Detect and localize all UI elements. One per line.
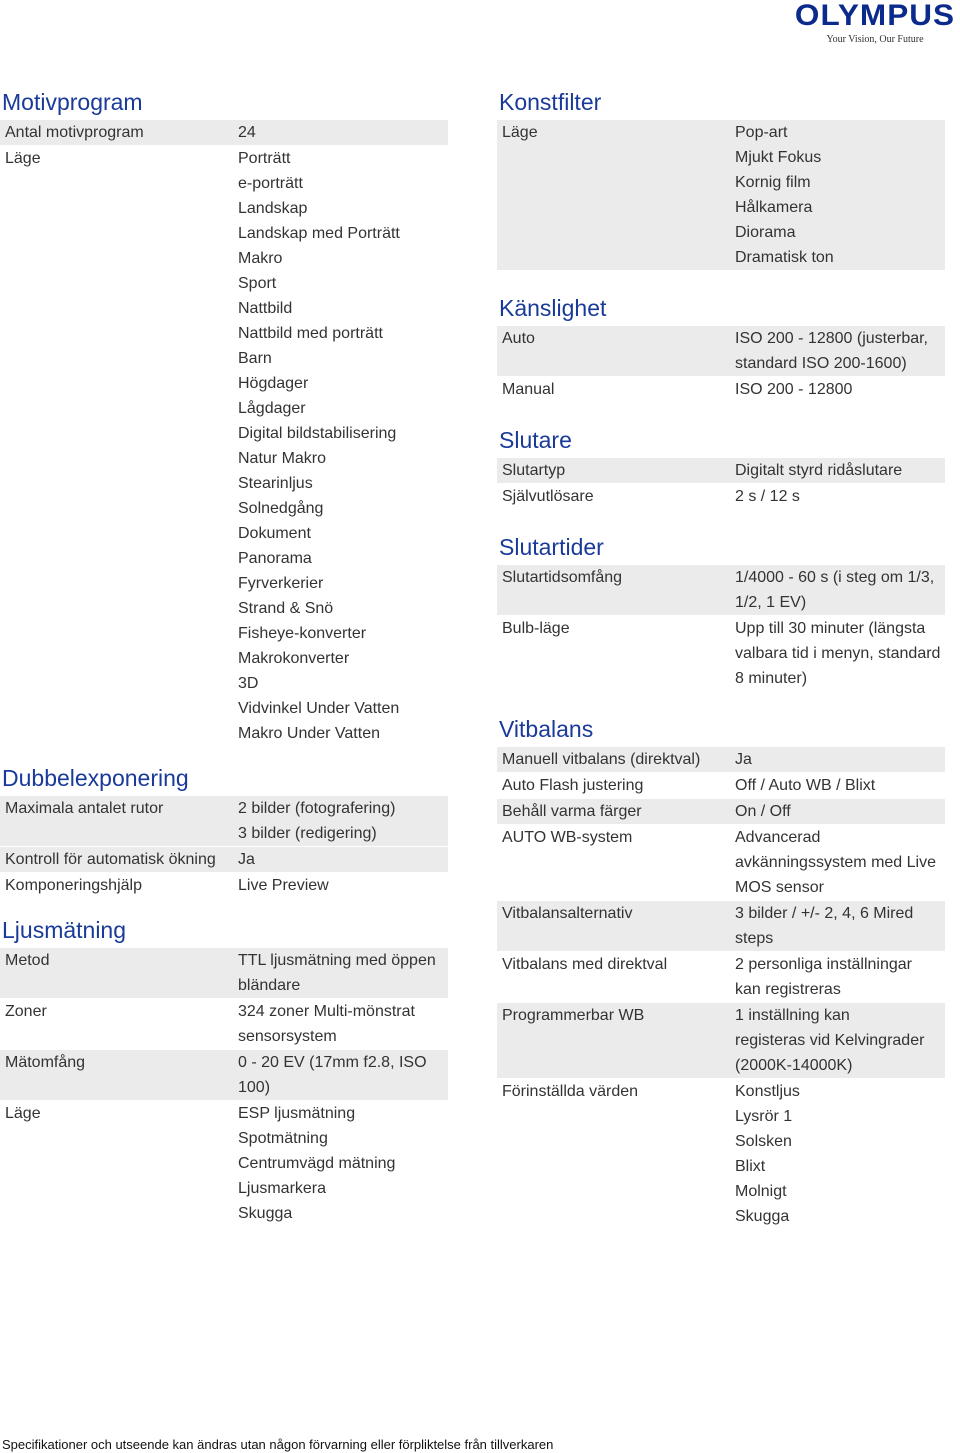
spec-value-line: Advancerad: [735, 829, 821, 846]
spec-row: [0, 796, 448, 846]
spec-value: [731, 773, 945, 798]
spec-label: Antal motivprogram: [5, 124, 144, 141]
spec-value-line: 1/2, 1 EV): [735, 594, 807, 611]
spec-value-line: 3D: [238, 675, 259, 692]
spec-value-line: Molnigt: [735, 1183, 787, 1200]
spec-value: [731, 901, 945, 951]
spec-row: [497, 952, 945, 1002]
spec-value-line: ISO 200 - 12800: [735, 381, 853, 398]
section-slutartider: [497, 530, 945, 692]
spec-value-line: 24: [238, 124, 256, 141]
section-title: Vitbalans: [499, 716, 594, 742]
section-vitbalans: [497, 712, 945, 1230]
section-konstfilter: [497, 85, 945, 271]
spec-value-line: Landskap med Porträtt: [238, 225, 400, 242]
spec-value-line: Ljusmarkera: [238, 1180, 327, 1197]
spec-value-line: 1/4000 - 60 s (i steg om 1/3,: [735, 569, 935, 586]
spec-row: [497, 458, 945, 483]
spec-value-line: Natur Makro: [238, 450, 327, 467]
spec-row: [497, 484, 945, 509]
spec-value: [234, 847, 448, 872]
section-title: Motivprogram: [2, 89, 143, 115]
spec-label: Slutartidsomfång: [502, 569, 623, 586]
spec-value-line: Fyrverkerier: [238, 575, 324, 592]
spec-row: [497, 326, 945, 376]
spec-label: Läge: [5, 1105, 41, 1122]
spec-value-line: Panorama: [238, 550, 312, 567]
spec-value-line: avkänningssystem med Live: [735, 854, 936, 871]
spec-value-line: Nattbild med porträtt: [238, 325, 383, 342]
spec-value: [234, 999, 448, 1049]
spec-value: [234, 146, 448, 746]
spec-value-line: Centrumvägd mätning: [238, 1155, 396, 1172]
section-title: Konstfilter: [499, 89, 602, 115]
spec-label: Förinställda värden: [502, 1083, 639, 1100]
spec-value-line: Ja: [735, 751, 752, 768]
spec-value-line: Kornig film: [735, 174, 811, 191]
spec-value-line: Landskap: [238, 200, 308, 217]
spec-row: [0, 146, 448, 746]
spec-value-line: Porträtt: [238, 150, 291, 167]
spec-value-line: 1 inställning kan: [735, 1007, 850, 1024]
spec-label: Zoner: [5, 1003, 47, 1020]
spec-row: [497, 120, 945, 270]
spec-label: Programmerbar WB: [502, 1007, 645, 1024]
spec-row: [497, 799, 945, 824]
section-slutare: [497, 423, 945, 510]
spec-value-line: Makro Under Vatten: [238, 725, 380, 742]
logo-tagline: Your Vision, Our Future: [826, 34, 924, 45]
spec-value: [731, 120, 945, 270]
section-title: Slutartider: [499, 534, 604, 560]
spec-label: Maximala antalet rutor: [5, 800, 164, 817]
spec-label: AUTO WB-system: [502, 829, 633, 846]
spec-value-line: Skugga: [238, 1205, 293, 1222]
spec-value-line: ISO 200 - 12800 (justerbar,: [735, 330, 928, 347]
spec-label: Manuell vitbalans (direktval): [502, 751, 701, 768]
section-title: Känslighet: [499, 295, 607, 321]
spec-value: [731, 616, 945, 691]
spec-value: [731, 458, 945, 483]
spec-value-line: Makro: [238, 250, 283, 267]
spec-value-line: steps: [735, 930, 774, 947]
spec-value-line: Digitalt styrd ridåslutare: [735, 462, 903, 479]
spec-label: Metod: [5, 952, 50, 969]
spec-label: Läge: [5, 150, 41, 167]
spec-value-line: Sport: [238, 275, 277, 292]
spec-value-line: 0 - 20 EV (17mm f2.8, ISO: [238, 1054, 427, 1071]
spec-row: [497, 1003, 945, 1078]
spec-value-line: Dramatisk ton: [735, 249, 834, 266]
spec-value-line: Makrokonverter: [238, 650, 350, 667]
spec-label: Kontroll för automatisk ökning: [5, 851, 216, 868]
section-title: Slutare: [499, 427, 572, 453]
spec-value-line: Off / Auto WB / Blixt: [735, 777, 876, 794]
spec-row: [497, 747, 945, 772]
spec-row: [0, 120, 448, 145]
spec-value: [234, 1101, 448, 1226]
spec-row: [0, 1050, 448, 1100]
spec-value-line: Pop-art: [735, 124, 788, 141]
spec-label: Manual: [502, 381, 555, 398]
spec-value-line: Nattbild: [238, 300, 293, 317]
spec-value: [234, 873, 448, 898]
spec-label: Bulb-läge: [502, 620, 570, 637]
spec-label: Läge: [502, 124, 538, 141]
spec-row: [497, 825, 945, 900]
spec-value-line: Stearinljus: [238, 475, 313, 492]
spec-row: [497, 377, 945, 402]
spec-value: [731, 1079, 945, 1229]
spec-value-line: Hålkamera: [735, 199, 813, 216]
spec-value: [731, 825, 945, 900]
spec-value: [731, 565, 945, 615]
spec-value-line: Solsken: [735, 1133, 792, 1150]
spec-value-line: Diorama: [735, 224, 796, 241]
spec-value-line: On / Off: [735, 803, 791, 820]
spec-value: [731, 484, 945, 509]
spec-value-line: 2 personliga inställningar: [735, 956, 912, 973]
spec-label: Slutartyp: [502, 462, 566, 479]
spec-value-line: registeras vid Kelvingrader: [735, 1032, 925, 1049]
spec-value-line: Konstljus: [735, 1083, 800, 1100]
spec-value: [731, 747, 945, 772]
spec-value-line: Högdager: [238, 375, 309, 392]
spec-value-line: Solnedgång: [238, 500, 324, 517]
spec-value-line: 2 s / 12 s: [735, 488, 800, 505]
spec-value-line: 100): [238, 1079, 271, 1096]
spec-label: Komponeringshjälp: [5, 877, 142, 894]
spec-row: [497, 901, 945, 951]
section-title: Ljusmätning: [2, 917, 127, 943]
spec-label: Självutlösare: [502, 488, 594, 505]
left-column: [0, 85, 448, 1227]
section-title: Dubbelexponering: [2, 765, 189, 791]
spec-label: Vitbalansalternativ: [502, 905, 633, 922]
section-motivprogram: [0, 85, 448, 747]
spec-value: [234, 1050, 448, 1100]
spec-value: [234, 120, 448, 145]
section-ljusmatning: [0, 913, 448, 1227]
spec-row: [0, 1101, 448, 1226]
spec-value: [731, 1003, 945, 1078]
spec-value: [234, 948, 448, 998]
spec-value-line: Skugga: [735, 1208, 790, 1225]
spec-row: [497, 773, 945, 798]
spec-value-line: kan registreras: [735, 981, 841, 998]
spec-label: Behåll varma färger: [502, 803, 642, 820]
spec-value-line: Upp till 30 minuter (längsta: [735, 620, 926, 637]
spec-row: [0, 847, 448, 872]
spec-value-line: Barn: [238, 350, 272, 367]
spec-row: [497, 565, 945, 615]
spec-value: [731, 377, 945, 402]
spec-value-line: bländare: [238, 977, 301, 994]
spec-value-line: 2 bilder (fotografering): [238, 800, 396, 817]
spec-row: [497, 616, 945, 691]
section-kanslighet: [497, 291, 945, 403]
spec-value-line: Blixt: [735, 1158, 766, 1175]
spec-label: Mätomfång: [5, 1054, 86, 1071]
spec-value-line: Strand & Snö: [238, 600, 334, 617]
spec-label: Vitbalans med direktval: [502, 956, 668, 973]
spec-value-line: Live Preview: [238, 877, 329, 894]
footer-disclaimer: Specifikationer och utseende kan ändras utan någon förvarning eller förpliktelse från tillverkaren: [2, 1437, 554, 1452]
spec-value-line: ESP ljusmätning: [238, 1105, 356, 1122]
spec-value-line: Dokument: [238, 525, 311, 542]
spec-value-line: Ja: [238, 851, 255, 868]
spec-value: [731, 326, 945, 376]
spec-label: Auto Flash justering: [502, 777, 644, 794]
spec-value-line: 324 zoner Multi-mönstrat: [238, 1003, 415, 1020]
spec-value-line: Digital bildstabilisering: [238, 425, 397, 442]
spec-row: [0, 999, 448, 1049]
spec-value-line: Lysrör 1: [735, 1108, 793, 1125]
spec-value-line: Vidvinkel Under Vatten: [238, 700, 400, 717]
section-dubbelexponering: [0, 761, 448, 899]
spec-value-line: Spotmätning: [238, 1130, 328, 1147]
olympus-logo: [790, 0, 960, 52]
spec-value-line: sensorsystem: [238, 1028, 337, 1045]
spec-value-line: TTL ljusmätning med öppen: [238, 952, 436, 969]
spec-value: [731, 952, 945, 1002]
spec-value: [731, 799, 945, 824]
spec-value-line: 3 bilder / +/- 2, 4, 6 Mired: [735, 905, 914, 922]
spec-value-line: Lågdager: [238, 400, 306, 417]
spec-value-line: Fisheye-konverter: [238, 625, 367, 642]
spec-value-line: standard ISO 200-1600): [735, 355, 907, 372]
spec-value: [234, 796, 448, 846]
spec-value-line: (2000K-14000K): [735, 1057, 853, 1074]
spec-value-line: valbara tid i menyn, standard: [735, 645, 941, 662]
spec-value-line: e-porträtt: [238, 175, 303, 192]
logo-wordmark: OLYMPUS: [794, 0, 956, 32]
spec-value-line: 8 minuter): [735, 670, 808, 687]
spec-value-line: 3 bilder (redigering): [238, 825, 377, 842]
right-column: [497, 85, 945, 1230]
spec-value-line: MOS sensor: [735, 879, 824, 896]
spec-row: [0, 873, 448, 898]
spec-row: [0, 948, 448, 998]
spec-value-line: Mjukt Fokus: [735, 149, 822, 166]
spec-label: Auto: [502, 330, 535, 347]
spec-row: [497, 1079, 945, 1229]
